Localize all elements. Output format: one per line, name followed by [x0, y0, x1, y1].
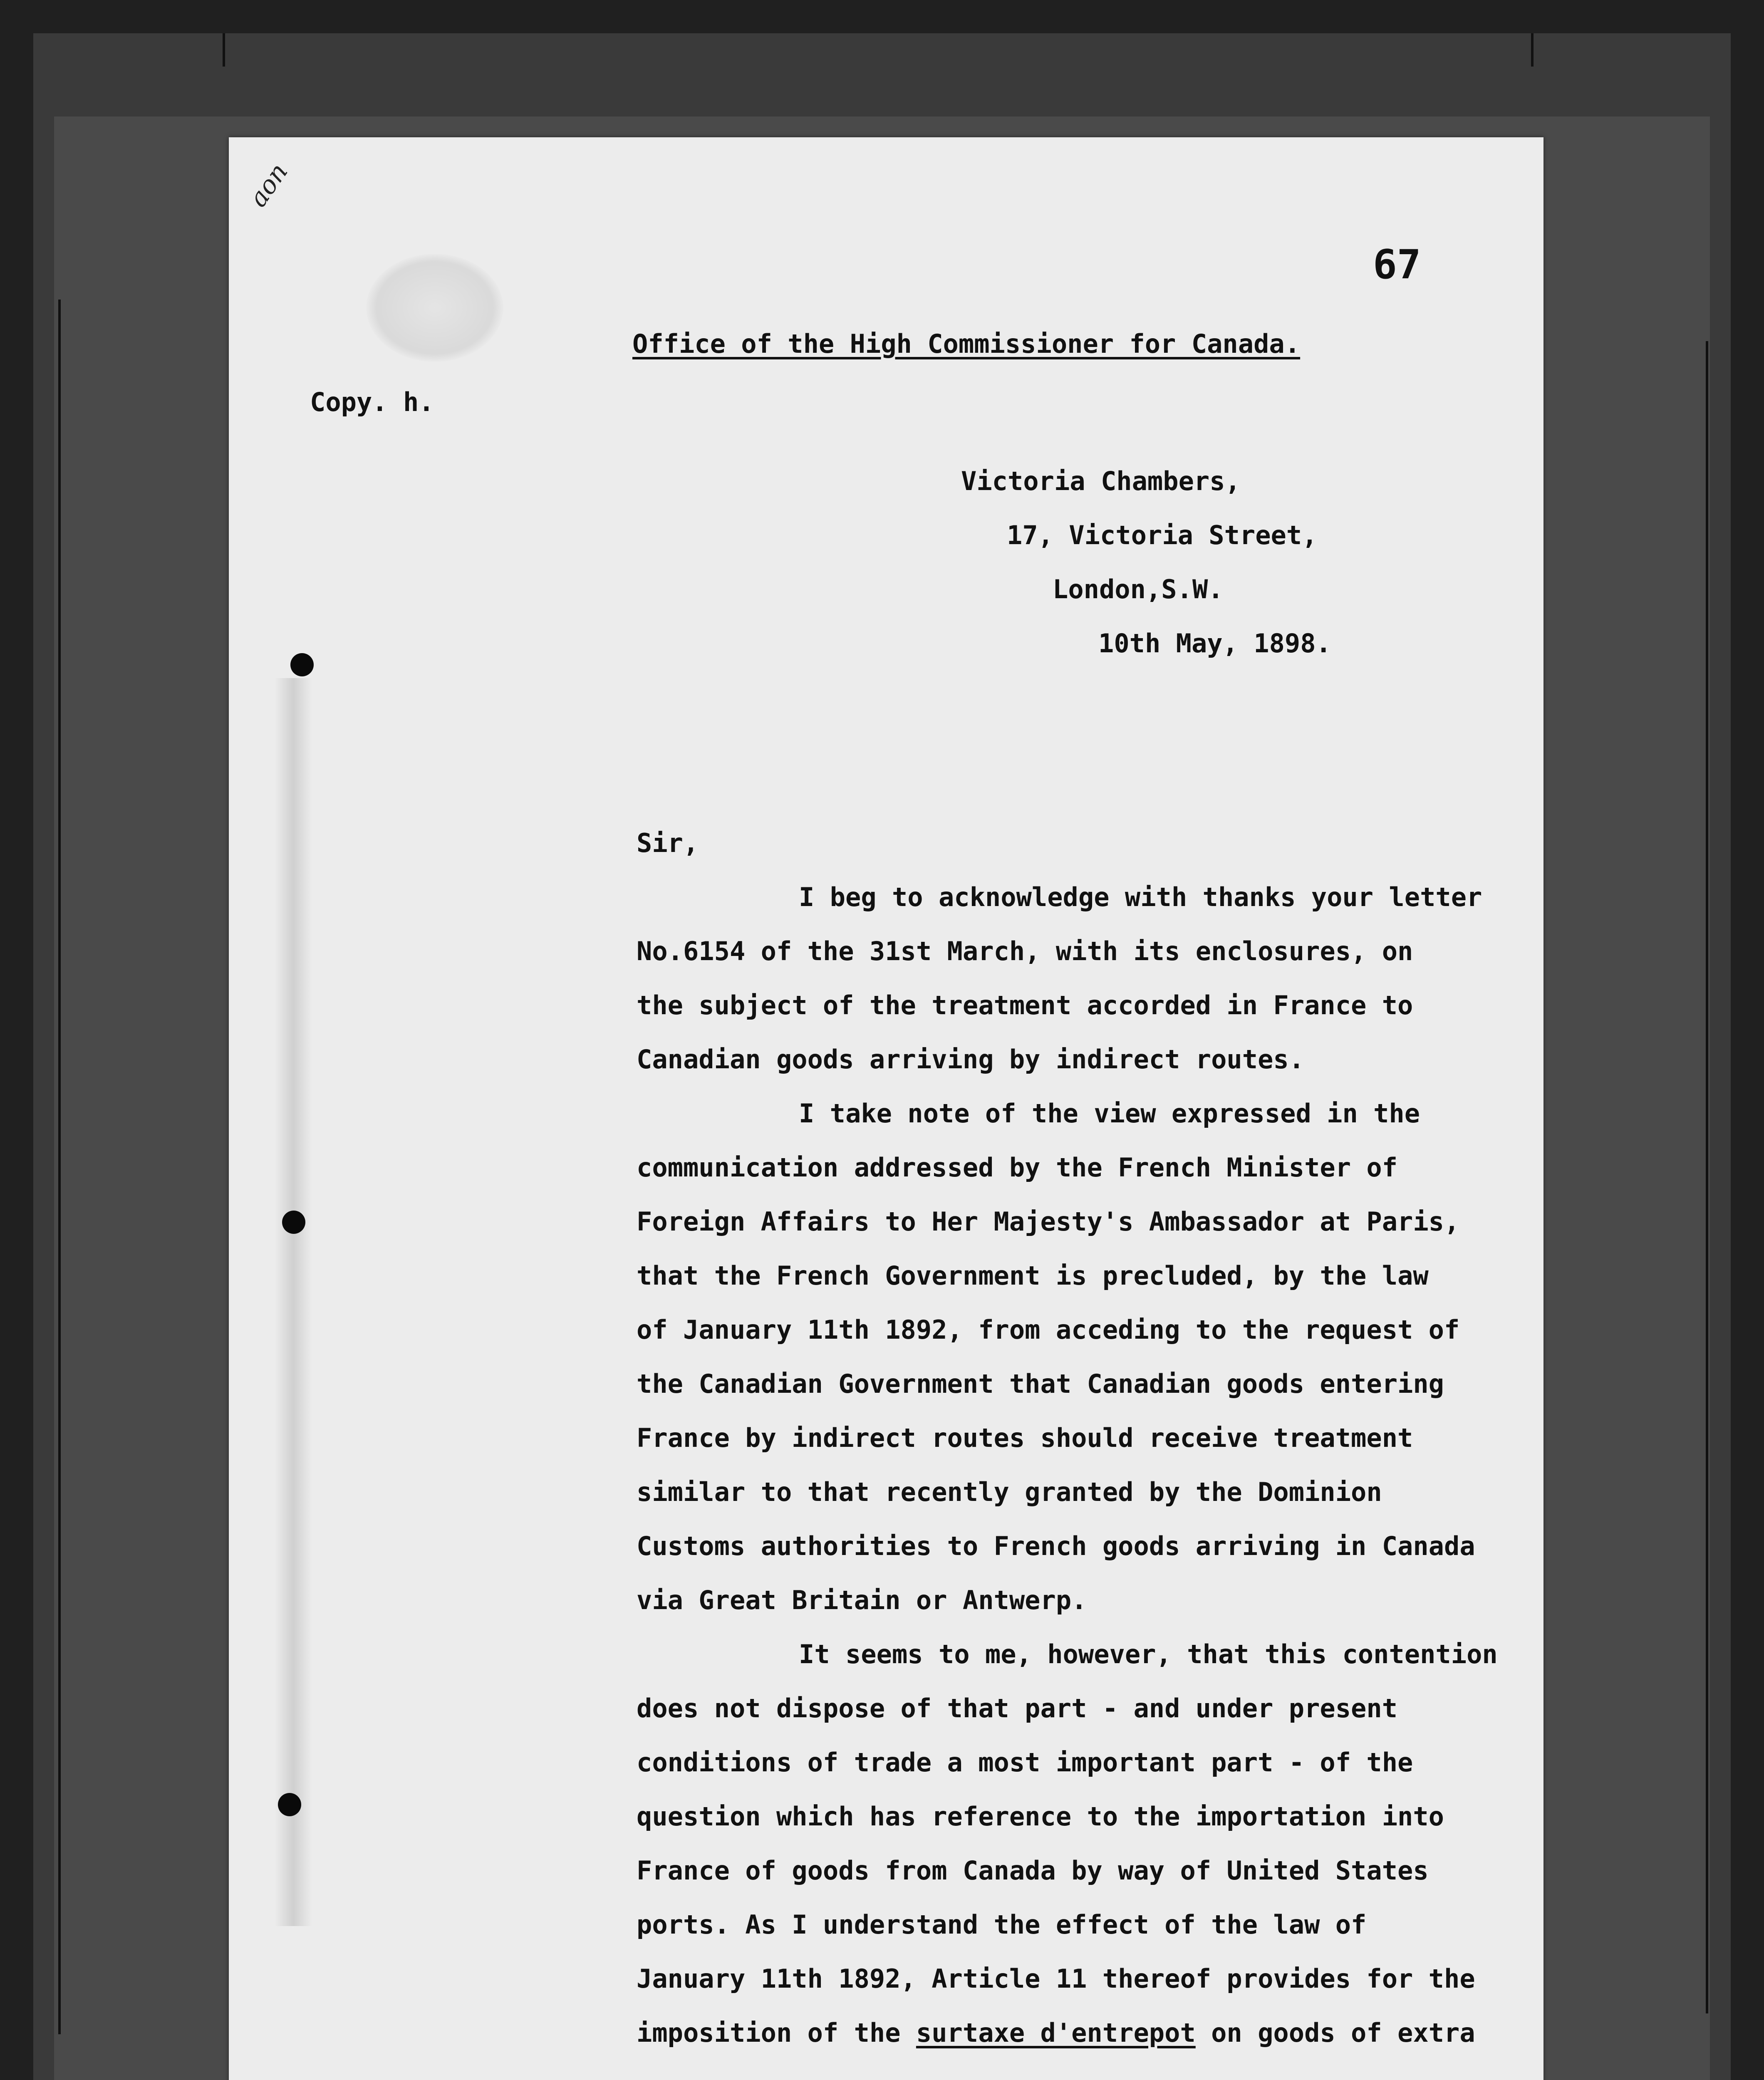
- body-line: the subject of the treatment accorded in France to: [637, 990, 1413, 1020]
- top-right-tick: [1531, 33, 1534, 67]
- body-line: question which has reference to the importation into: [637, 1801, 1444, 1832]
- body-line: France by indirect routes should receive treatment: [637, 1423, 1413, 1453]
- embossed-seal: [366, 254, 503, 362]
- marginal-note: aon: [243, 158, 294, 213]
- body-line: January 11th 1892, Article 11 thereof provides for the: [637, 1964, 1475, 1994]
- body-line: Customs authorities to French goods arriving in Canada: [637, 1531, 1475, 1561]
- copy-mark: Copy. h.: [310, 387, 434, 417]
- body-line: Canadian goods arriving by indirect routes.: [637, 1044, 1305, 1075]
- body-line: that the French Government is precluded, by the law: [637, 1260, 1429, 1291]
- body-line: It seems to me, however, that this contention: [799, 1639, 1498, 1669]
- final-line-suffix: on goods of extra: [1195, 2018, 1475, 2048]
- body-line: of January 11th 1892, from acceding to the request of: [637, 1315, 1460, 1345]
- binding-strip: [275, 678, 312, 1926]
- body-line: communication addressed by the French Minister of: [637, 1152, 1398, 1183]
- body-line: ports. As I understand the effect of the law of: [637, 1909, 1367, 1940]
- body-line: I take note of the view expressed in the: [799, 1098, 1420, 1129]
- left-rule-line: [58, 300, 61, 2034]
- final-line-prefix: imposition of the: [637, 2018, 916, 2048]
- body-line: via Great Britain or Antwerp.: [637, 1585, 1087, 1615]
- page-number: 67: [1373, 241, 1421, 288]
- body-line: conditions of trade a most important part - of the: [637, 1747, 1413, 1778]
- punch-hole-middle: [282, 1211, 305, 1234]
- body-line: Foreign Affairs to Her Majesty's Ambassador at Paris,: [637, 1206, 1460, 1237]
- top-left-tick: [223, 33, 225, 67]
- office-header: Office of the High Commissioner for Canada.: [632, 329, 1301, 359]
- body-line: the Canadian Government that Canadian goods entering: [637, 1369, 1444, 1399]
- body-line-final: [637, 2018, 1475, 2048]
- letter-date: 10th May, 1898.: [1098, 628, 1331, 659]
- body-line: does not dispose of that part - and under present: [637, 1693, 1398, 1723]
- address-line: 17, Victoria Street,: [1007, 520, 1318, 550]
- punch-hole-bottom: [278, 1793, 301, 1816]
- address-line: Victoria Chambers,: [961, 466, 1241, 496]
- salutation: Sir,: [637, 828, 699, 858]
- right-rule-line: [1706, 341, 1708, 2013]
- underlined-term: surtaxe d'entrepot: [916, 2018, 1196, 2048]
- body-line: France of goods from Canada by way of United States: [637, 1855, 1429, 1886]
- body-line: No.6154 of the 31st March, with its enclosures, on: [637, 936, 1413, 966]
- letter-page: [229, 137, 1544, 2080]
- punch-hole-top: [290, 653, 314, 676]
- body-line: I beg to acknowledge with thanks your letter: [799, 882, 1482, 912]
- address-line: London,S.W.: [1053, 574, 1224, 604]
- body-line: similar to that recently granted by the Dominion: [637, 1477, 1382, 1507]
